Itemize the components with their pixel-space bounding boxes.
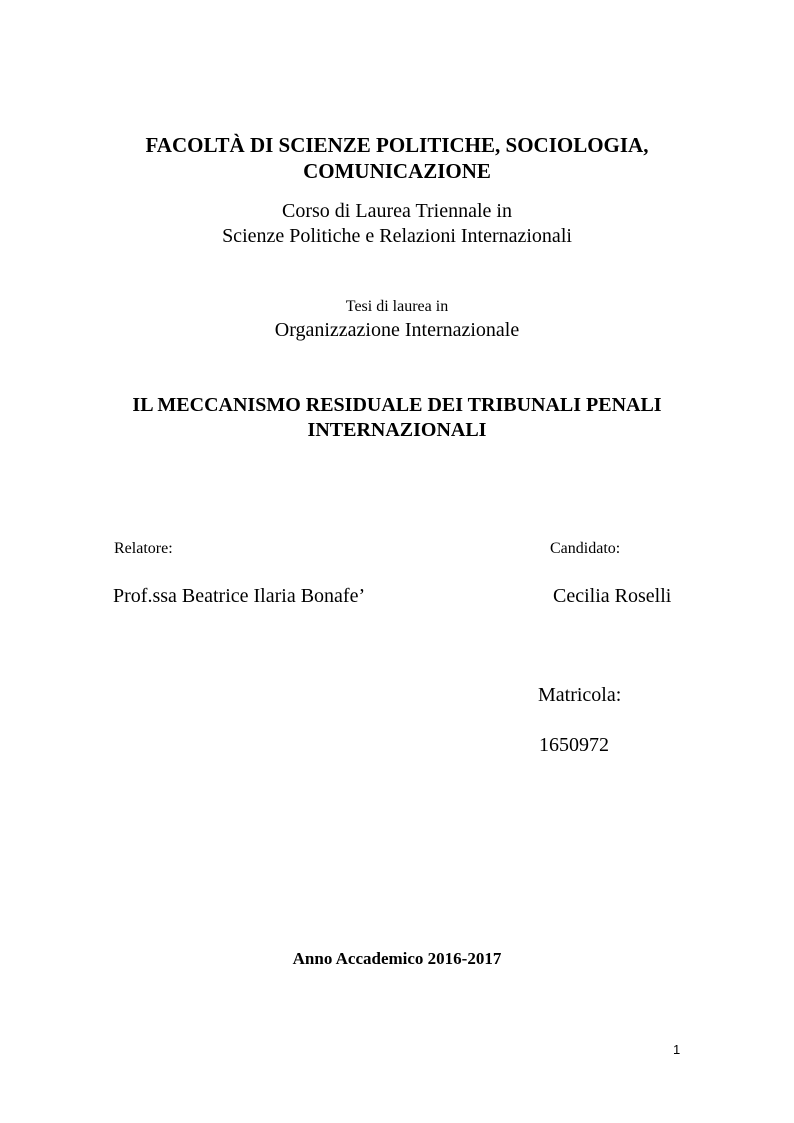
supervisor-name: Prof.ssa Beatrice Ilaria Bonafe’ [113,585,366,607]
faculty-heading-line-1: FACOLTÀ DI SCIENZE POLITICHE, SOCIOLOGIA, [145,133,649,157]
faculty-heading-line-2: COMUNICAZIONE [303,159,491,183]
thesis-title [0,393,794,443]
academic-year: Anno Accademico 2016-2017 [292,949,502,968]
supervisor-label: Relatore: [114,540,173,557]
matricola-label: Matricola: [538,684,622,706]
thesis-label: Tesi di laurea in [345,298,449,315]
page-number: 1 [673,1042,681,1057]
faculty-heading [0,132,794,184]
thesis-title-line-1: IL MECCANISMO RESIDUALE DEI TRIBUNALI PENALI [132,394,662,416]
candidate-name: Cecilia Roselli [553,585,672,607]
thesis-subject: Organizzazione Internazionale [274,319,520,341]
course-heading [0,199,794,249]
course-heading-line-1: Corso di Laurea Triennale in [282,200,512,222]
thesis-title-line-2: INTERNAZIONALI [307,419,487,441]
course-heading-line-2: Scienze Politiche e Relazioni Internazionali [222,225,572,247]
matricola-value: 1650972 [539,734,609,756]
candidate-label: Candidato: [550,540,621,557]
